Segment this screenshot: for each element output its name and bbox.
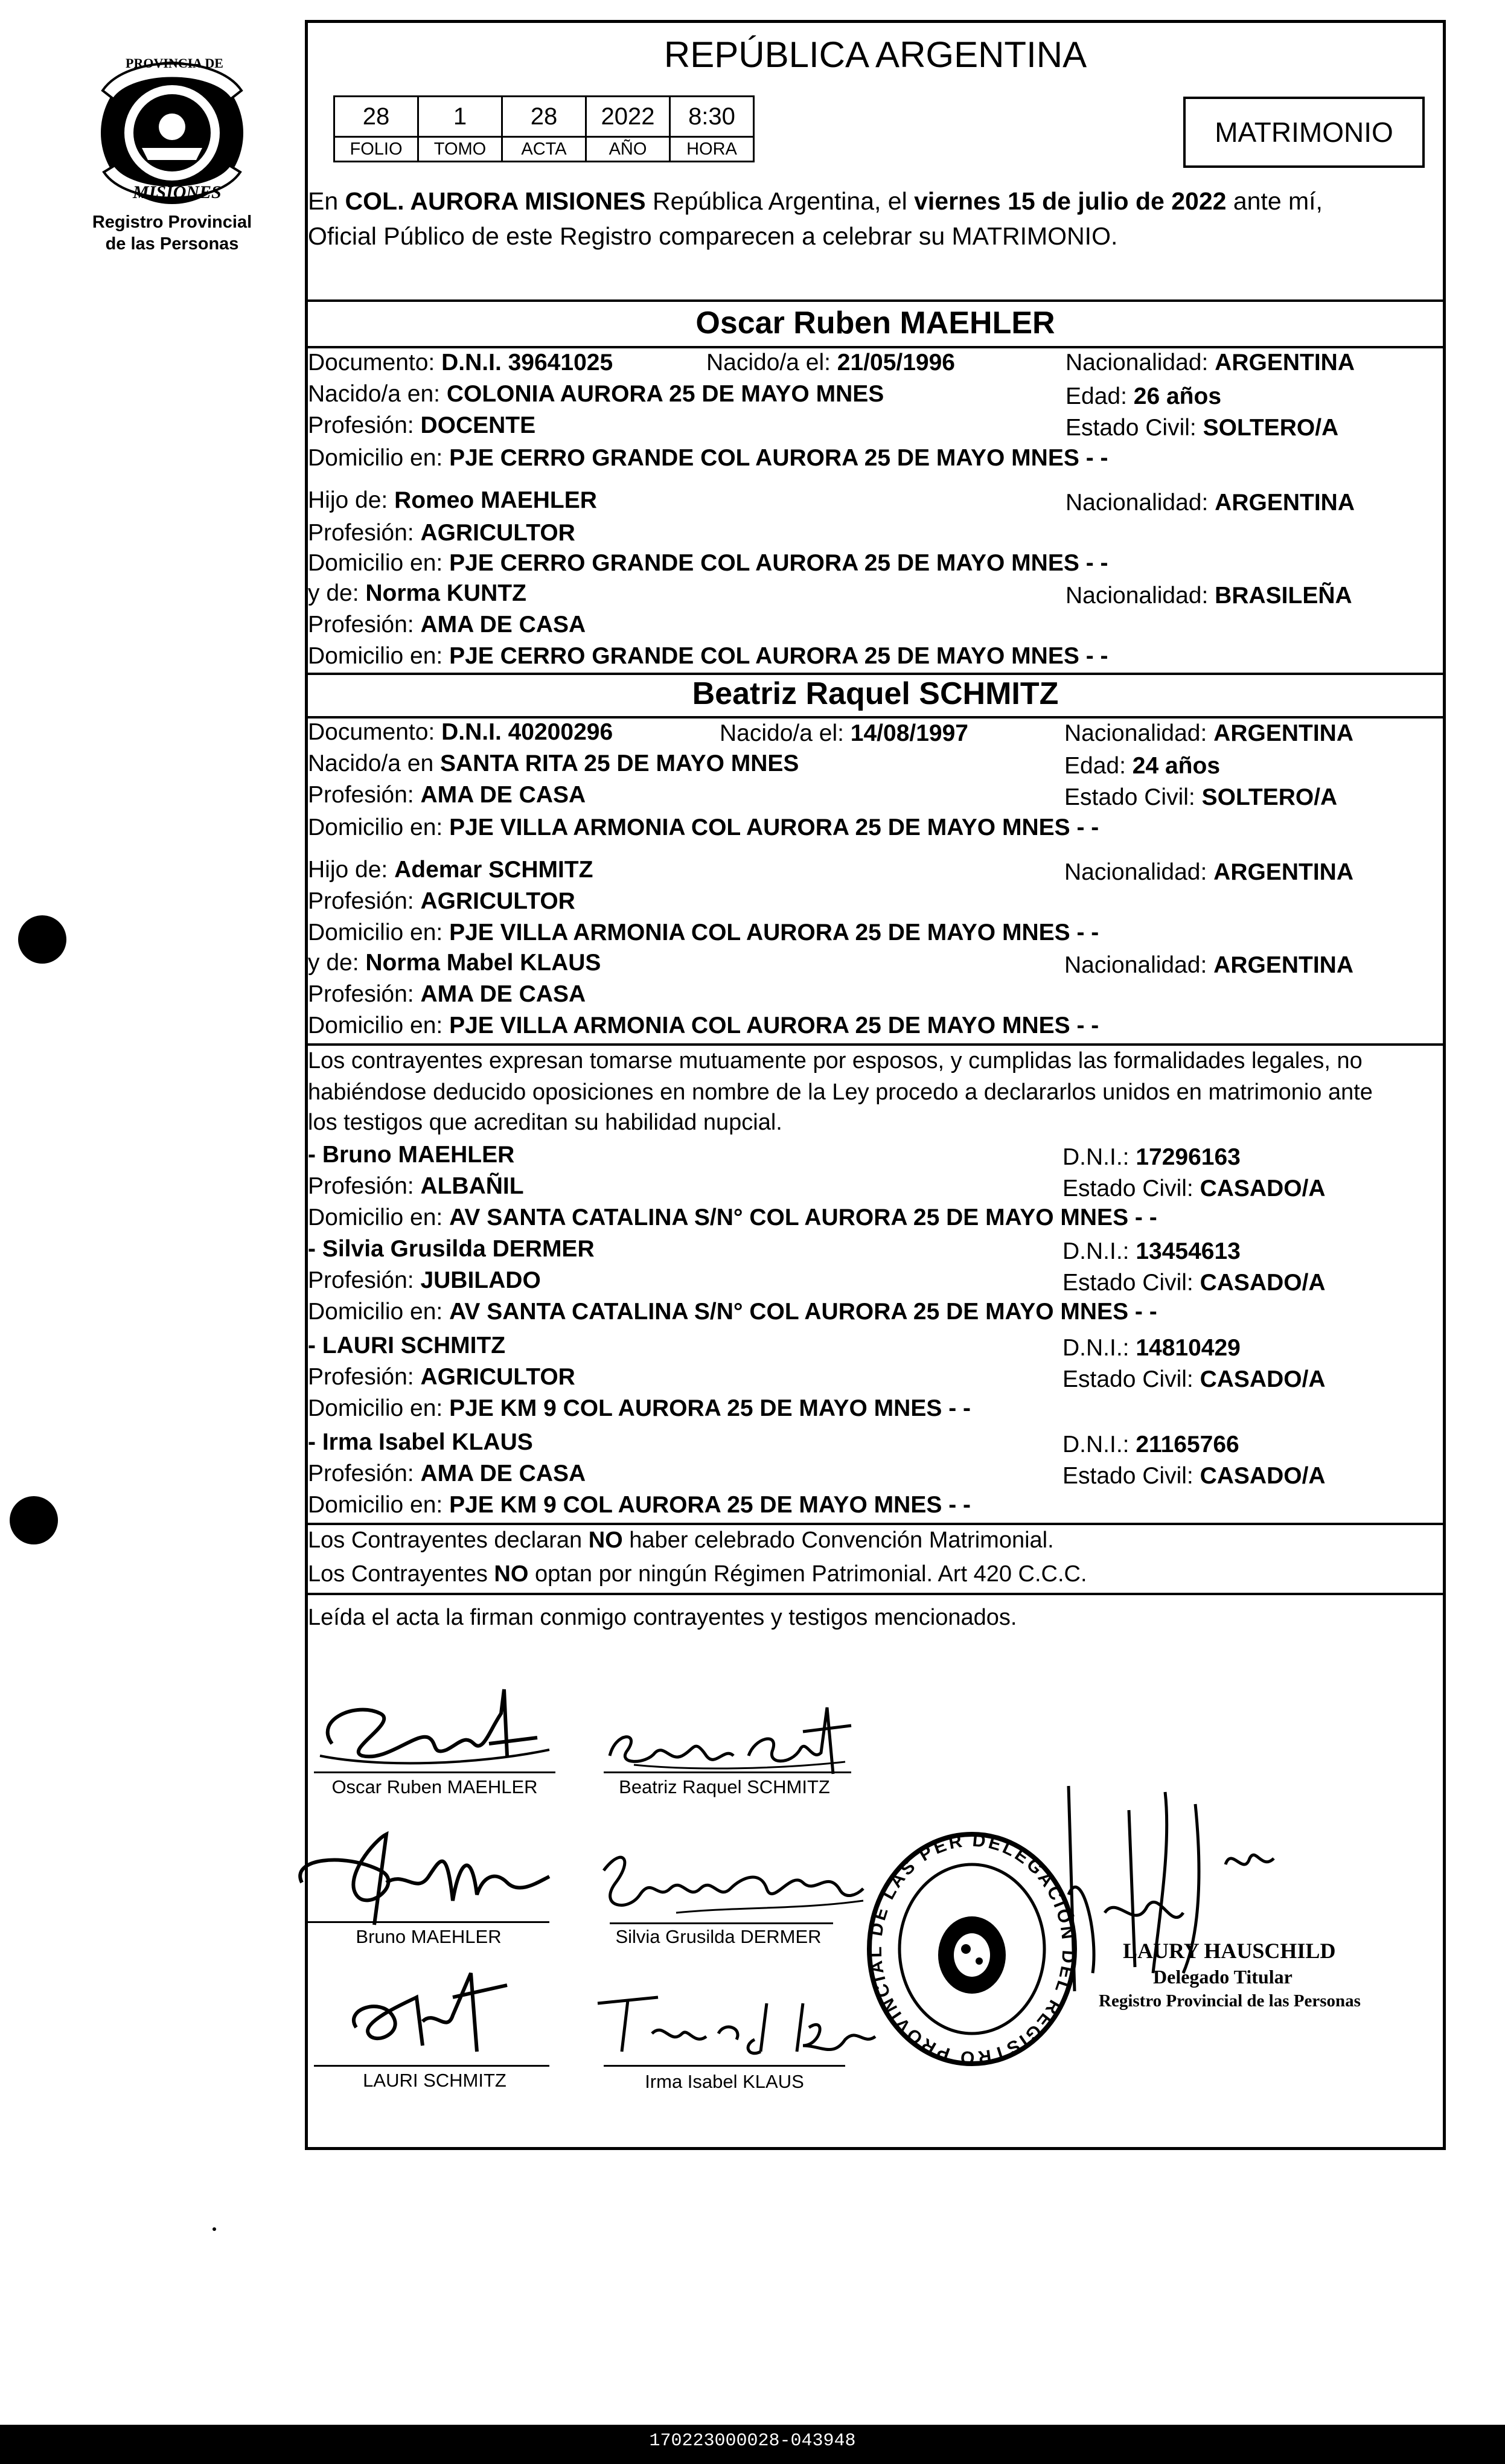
registry-stamp [855,1813,1081,2070]
groom-address: Domicilio en: PJE CERRO GRANDE COL AURORA 25 DE MAYO MNES - - [308,445,1108,471]
registry-acta-label: ACTA [502,137,586,162]
bride-age: Edad: 24 años [1064,753,1221,779]
signature-lauri [332,1961,525,2064]
witness-2-address: Domicilio en: AV SANTA CATALINA S/N° COL AURORA 25 DE MAYO MNES - - [308,1299,1157,1325]
groom-birthdate: Nacido/a el: 21/05/1996 [706,350,955,376]
groom-father: Hijo de: Romeo MAEHLER [308,487,597,513]
registry-folio-label: FOLIO [334,137,418,162]
declaration-line-1: Los contrayentes expresan tomarse mutuamente por esposos, y cumplidas las formalidades legales, no [308,1048,1363,1074]
groom-father-address: Domicilio en: PJE CERRO GRANDE COL AURORA 25 DE MAYO MNES - - [308,550,1108,576]
witness-4-dni: D.N.I.: 21165766 [1062,1432,1239,1458]
intro-line-2: Oficial Público de este Registro comparecen a celebrar su MATRIMONIO. [308,222,1118,250]
certificate-frame [305,20,1446,2150]
seal-caption-line1: Registro Provincial [92,213,252,232]
groom-mother-address: Domicilio en: PJE CERRO GRANDE COL AURORA 25 DE MAYO MNES - - [308,643,1108,669]
groom-father-nationality: Nacionalidad: ARGENTINA [1066,490,1355,516]
groom-nationality: Nacionalidad: ARGENTINA [1066,350,1355,376]
witness-3-name: - LAURI SCHMITZ [308,1333,506,1358]
stamp-ring-text: DELEGACIÓN DEL REGISTRO PROVINCIAL DE LAS PERSONAS · COL. AURORA · [855,1813,1079,2068]
signature-label-witness-1: Bruno MAEHLER [356,1926,502,1947]
signature-irma [586,1979,887,2070]
signature-label-witness-2: Silvia Grusilda DERMER [615,1926,822,1947]
official-role: Delegado Titular [1153,1966,1293,1988]
registry-table [333,95,755,162]
bride-profession: Profesión: AMA DE CASA [308,782,586,808]
signature-label-witness-4: Irma Isabel KLAUS [645,2071,804,2092]
bride-mother-profession: Profesión: AMA DE CASA [308,981,586,1007]
signature-label-groom: Oscar Ruben MAEHLER [331,1776,538,1797]
signature-line [314,2065,549,2067]
signature-line [604,2065,845,2067]
signature-line [604,1771,851,1773]
bride-father: Hijo de: Ademar SCHMITZ [308,857,593,883]
registry-tomo-value: 1 [418,97,502,137]
bride-birthplace: Nacido/a en SANTA RITA 25 DE MAYO MNES [308,750,799,776]
punch-hole-top [18,915,66,964]
divider [308,1593,1443,1595]
registry-hora-value: 8:30 [670,97,754,137]
signature-line [308,1921,549,1923]
witness-3-dni: D.N.I.: 14810429 [1062,1335,1241,1361]
signature-line [314,1771,555,1773]
bride-mother-address: Domicilio en: PJE VILLA ARMONIA COL AURORA 25 DE MAYO MNES - - [308,1013,1099,1038]
divider [308,1043,1443,1046]
reading-statement: Leída el acta la firman conmigo contrayentes y testigos mencionados. [308,1605,1017,1630]
bride-birthdate: Nacido/a el: 14/08/1997 [720,720,968,746]
witness-3-profession: Profesión: AGRICULTOR [308,1364,575,1390]
convention-line-2: Los Contrayentes NO optan por ningún Régimen Patrimonial. Art 420 C.C.C. [308,1561,1087,1587]
registry-hora-label: HORA [670,137,754,162]
province-seal [91,48,254,211]
bride-father-profession: Profesión: AGRICULTOR [308,888,575,914]
registry-ano-value: 2022 [586,97,670,137]
bride-civil-status: Estado Civil: SOLTERO/A [1064,784,1338,810]
witness-1-name: - Bruno MAEHLER [308,1142,515,1168]
bride-document: Documento: D.N.I. 40200296 [308,719,613,745]
punch-hole-bottom [10,1496,58,1544]
signature-label-witness-3: LAURI SCHMITZ [363,2070,506,2091]
groom-profession: Profesión: DOCENTE [308,412,536,438]
witness-2-dni: D.N.I.: 13454613 [1062,1238,1241,1264]
divider [308,299,1443,302]
bride-father-nationality: Nacionalidad: ARGENTINA [1064,859,1354,885]
signature-bruno [284,1810,567,1943]
bride-address: Domicilio en: PJE VILLA ARMONIA COL AURORA 25 DE MAYO MNES - - [308,814,1099,840]
act-type: MATRIMONIO [1215,117,1393,148]
groom-document: Documento: D.N.I. 39641025 [308,350,613,376]
groom-age: Edad: 26 años [1066,383,1222,409]
declaration-line-2: habiéndose deducido oposiciones en nombre de la Ley procedo a declararlos unidos en matrimonio ante [308,1080,1373,1105]
bride-mother: y de: Norma Mabel KLAUS [308,950,601,976]
witness-1-address: Domicilio en: AV SANTA CATALINA S/N° COL AURORA 25 DE MAYO MNES - - [308,1205,1157,1230]
footer-code: 170223000028-043948 [649,2431,856,2451]
document-title: REPÚBLICA ARGENTINA [663,34,1087,75]
divider [308,346,1443,348]
registry-ano-label: AÑO [586,137,670,162]
bride-mother-nationality: Nacionalidad: ARGENTINA [1064,952,1354,978]
registry-folio-value: 28 [334,97,418,137]
bride-father-address: Domicilio en: PJE VILLA ARMONIA COL AURORA 25 DE MAYO MNES - - [308,920,1099,946]
groom-mother: y de: Norma KUNTZ [308,580,526,606]
witness-1-dni: D.N.I.: 17296163 [1062,1144,1241,1170]
registry-tomo-label: TOMO [418,137,502,162]
intro-line-1: En COL. AURORA MISIONES República Argentina, el viernes 15 de julio de 2022 ante mí, [308,187,1323,215]
act-type-box [1183,97,1425,168]
bride-name: Beatriz Raquel SCHMITZ [692,676,1059,711]
witness-4-profession: Profesión: AMA DE CASA [308,1461,586,1486]
signature-line [610,1922,833,1924]
groom-birthplace: Nacido/a en: COLONIA AURORA 25 DE MAYO MNES [308,381,884,407]
witness-1-civil-status: Estado Civil: CASADO/A [1062,1176,1326,1202]
seal-bottom-text: MISIONES [133,182,222,202]
seal-caption-line2: de las Personas [105,234,239,254]
declaration-line-3: los testigos que acreditan su habilidad nupcial. [308,1110,782,1135]
witness-2-name: - Silvia Grusilda DERMER [308,1236,595,1262]
groom-father-profession: Profesión: AGRICULTOR [308,520,575,546]
registry-acta-value: 28 [502,97,586,137]
witness-4-name: - Irma Isabel KLAUS [308,1429,533,1455]
groom-civil-status: Estado Civil: SOLTERO/A [1066,415,1339,441]
official-office: Registro Provincial de las Personas [1099,1991,1361,2011]
signature-silvia [586,1834,869,1925]
official-name: LAURY HAUSCHILD [1123,1939,1336,1963]
witness-4-civil-status: Estado Civil: CASADO/A [1062,1463,1326,1489]
convention-line-1: Los Contrayentes declaran NO haber celebrado Convención Matrimonial. [308,1528,1054,1553]
official-signature [1056,1774,1334,2076]
witness-4-address: Domicilio en: PJE KM 9 COL AURORA 25 DE MAYO MNES - - [308,1492,971,1518]
witness-3-civil-status: Estado Civil: CASADO/A [1062,1366,1326,1392]
witness-2-profession: Profesión: JUBILADO [308,1267,541,1293]
scan-dot [212,2227,216,2231]
groom-name: Oscar Ruben MAEHLER [695,306,1055,341]
signature-oscar [308,1677,561,1786]
seal-top-text: PROVINCIA DE [126,56,223,71]
divider [308,1523,1443,1525]
bride-nationality: Nacionalidad: ARGENTINA [1064,720,1354,746]
groom-mother-nationality: Nacionalidad: BRASILEÑA [1066,583,1352,609]
groom-mother-profession: Profesión: AMA DE CASA [308,612,586,638]
witness-2-civil-status: Estado Civil: CASADO/A [1062,1270,1326,1296]
signature-label-bride: Beatriz Raquel SCHMITZ [619,1776,830,1797]
witness-1-profession: Profesión: ALBAÑIL [308,1173,524,1199]
witness-3-address: Domicilio en: PJE KM 9 COL AURORA 25 DE MAYO MNES - - [308,1395,971,1421]
